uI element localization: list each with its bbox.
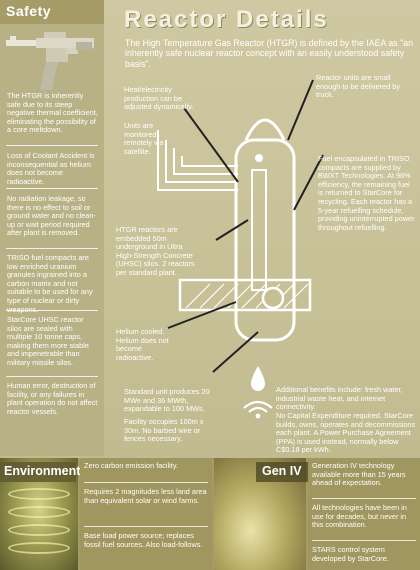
annotation-size: Reactor units are small enough to be delivered by truck. — [316, 73, 400, 100]
safety-paragraph: Human error, destruction of facility, or any failures in plant operation do not affect reactor vessels. — [7, 381, 98, 416]
safety-paragraph: No radiation leakage, so there is no effect to soil or ground water and no clean-up or wait period required after plant is removed. — [7, 194, 96, 238]
rifle-icon — [6, 30, 94, 96]
annotation-facility: Facility occupies 100m x 30m. No barbed wire or fences necessary. — [124, 417, 204, 444]
annotation-htgr: HTGR reactors are embedded 50m underground in Ultra High-Strength Concrete (UHSC) silos. 2 reactors per standard plant. — [116, 225, 195, 277]
divider — [6, 145, 98, 146]
divider — [312, 540, 416, 541]
safety-paragraph: TRISO fuel compacts are low enriched uranium granules ingrained into a carbon matrix and not suitable to be used for any type of nuclear or dirty — [7, 253, 93, 305]
divider — [84, 482, 208, 483]
environment-item: Requires 2 magnitudes less land area than equivalent solar or wind farms. — [84, 487, 207, 505]
safety-paragraph: Loss of Coolant Accident is inconsequential as helium does not become radioactive. — [7, 151, 95, 186]
environment-item: Zero carbon emission facility. — [84, 461, 178, 470]
gen4-item: All technologies have been in use for decades, but never in this combination. — [312, 503, 407, 530]
safety-title: Safety — [6, 3, 52, 19]
water-drop-icon — [251, 366, 265, 391]
reactor-intro: The High Temperature Gas Reactor (HTGR) is defined by the IAEA as "an inherently safe nuclear reactor concept with an easily understood safety basis". — [125, 38, 414, 69]
gen4-title: Gen IV — [262, 464, 302, 478]
divider — [6, 376, 98, 377]
divider — [312, 498, 416, 499]
gen4-item: Generation IV technology available more than 15 years ahead of expectation. — [312, 461, 406, 488]
reactor-details-title: Reactor Details — [124, 6, 329, 33]
annotation-units: Units are monitored remotely via satellite. — [124, 121, 164, 156]
annotation-standard-unit: Standard unit produces 20 MWe and 36 MWth, expandable to 100 MWs. — [124, 387, 210, 414]
divider — [84, 526, 208, 527]
safety-paragraph: The HTGR is inherently safe due to its steep negative thermal coefficient, eliminating the possibility of a core meltdown. — [7, 91, 98, 135]
wifi-signal-icon — [244, 402, 272, 412]
annotation-fuel: Fuel encapsulated in TRISO compacts are supplied by BWXT Technologies. At 96% efficiency, the remaining fuel is returned to StarCore for recycling. Each reactor has a 5-year refuelling schedule, providing uninterrupted power throughout refuelling. — [318, 154, 415, 232]
annotation-helium: Helium cooled. Helium does not become radioactive. — [116, 327, 169, 362]
annotation-heat: Heat/electricity production can be adjusted dynamically. — [124, 85, 194, 112]
environment-title: Environment — [4, 464, 81, 478]
divider — [6, 310, 98, 311]
annotation-benefits: Additional benefits include: fresh water, industrial waste heat, and internet connectivity. — [276, 385, 403, 412]
environment-item: Base load power source; replaces fossil fuel sources. Also load-follows. — [84, 531, 203, 549]
gen4-item: STARS control system developed by StarCore. — [312, 545, 389, 563]
annotation-capital: No Capital Expenditure required. StarCore builds, owns, operates and decommissions each plant. A Power Purchase Agreement (PPA) is used instead, normally below C$0.18 per kWh. — [276, 411, 416, 455]
divider — [6, 188, 98, 189]
divider — [6, 248, 98, 249]
environment-panel — [80, 458, 212, 570]
safety-paragraph: StarCore UHSC reactor silos are sealed with multiple 10 tonne caps, making them more stable and impenetrable than military missile silos. — [7, 315, 89, 367]
